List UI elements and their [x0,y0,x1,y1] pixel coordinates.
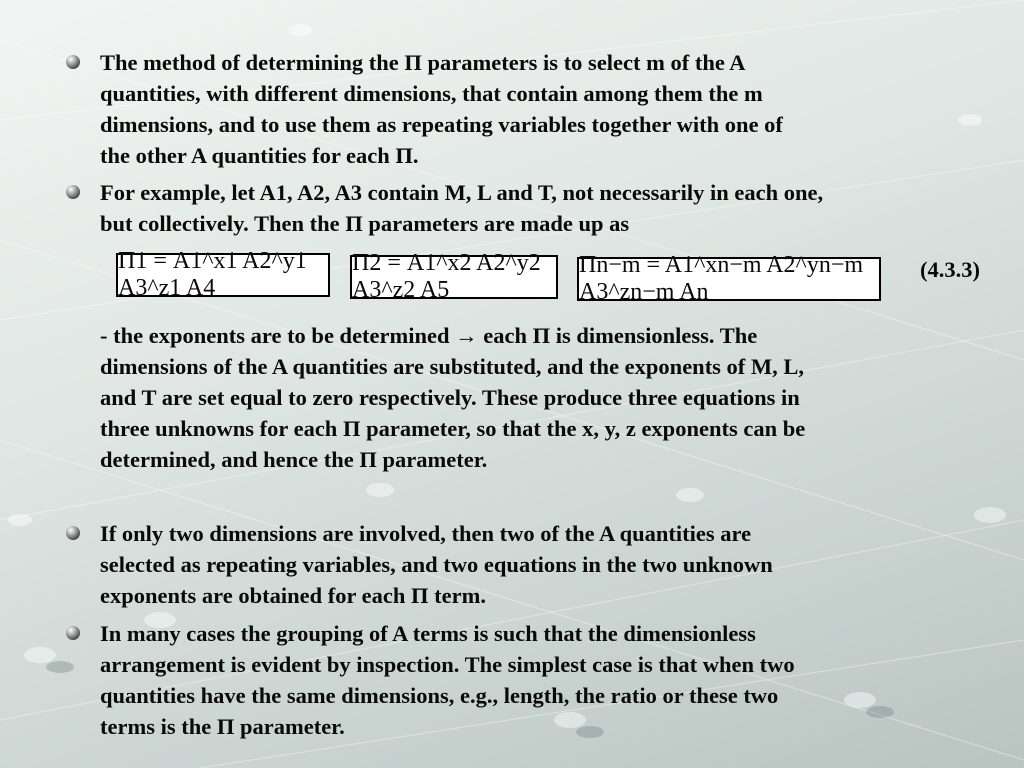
equation-pi2: Π2 = A1^x2 A2^y2 A3^z2 A5 [350,255,558,299]
equation-number: (4.3.3) [920,257,980,282]
bullet-icon [66,526,80,540]
bullet-item-method [100,47,1000,171]
continuation-text [100,320,1000,475]
bullet-item-two-dimensions [100,518,1000,611]
paragraph-exponents: - the exponents are to be determined → each Π is dimensionless. The dimensions of the A quantities are substituted, and the exponents of M, L, and T are set equal to zero respectively. These produce three equations in three unknowns for each Π parameter, so that the x, y, z exponents can be determined, and hence the Π parameter. [100,323,806,472]
bullet-icon [66,55,80,69]
equation-pi-n-m: Πn−m = A1^xn−m A2^yn−m A3^zn−m An [577,257,881,301]
paragraph-grouping: In many cases the grouping of A terms is such that the dimensionless arrangement is evident by inspection. The simplest case is that when two quantities have the same dimensions, e.g., length, the ratio or these two terms is the Π parameter. [100,621,795,739]
paragraph-example: For example, let A1, A2, A3 contain M, L and T, not necessarily in each one, but collectively. Then the Π parameters are made up as [100,180,824,236]
paragraph-method: The method of determining the Π parameters is to select m of the A quantities, with different dimensions, that contain among them the m dimensions, and to use them as repeating variables together with one of the other A quantities for each Π. [100,50,783,168]
bullet-icon [66,185,80,199]
equation-pi1: Π1 = A1^x1 A2^y1 A3^z1 A4 [116,253,330,297]
bullet-icon [66,626,80,640]
paragraph-two-dimensions: If only two dimensions are involved, then two of the A quantities are selected as repeating variables, and two equations in the two unknown exponents are obtained for each Π term. [100,521,773,608]
bullet-item-example [100,177,1000,239]
bullet-item-grouping [100,618,1000,742]
